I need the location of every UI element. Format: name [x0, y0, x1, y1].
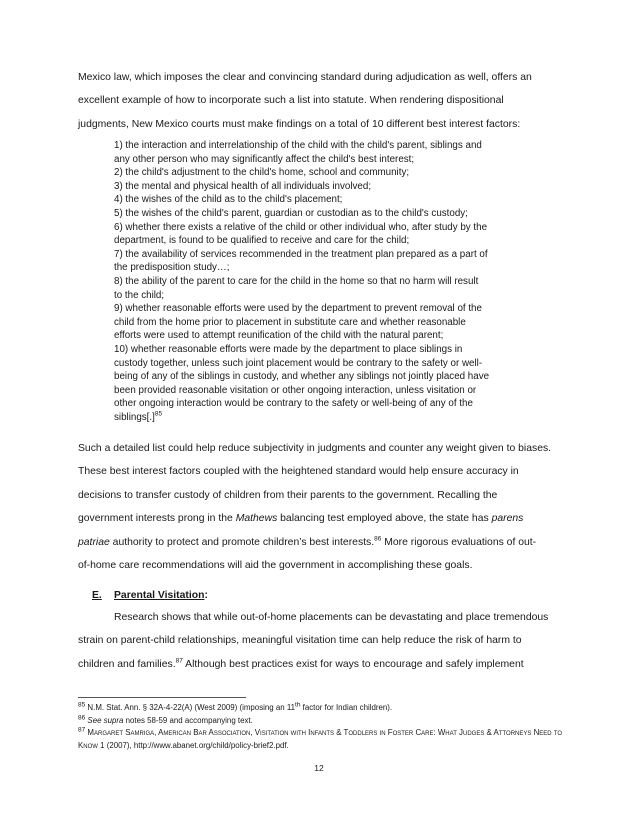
footnote-number: 86	[78, 713, 86, 721]
text-run: authority to protect and promote children’s best interests.	[109, 536, 375, 548]
page-number: 12	[314, 763, 324, 773]
text-line: excellent example of how to incorporate such a list into statute. When rendering dispositional	[78, 95, 504, 107]
footnote-text: factor for Indian children).	[300, 703, 393, 712]
footnotes	[78, 701, 563, 752]
footnote-87	[78, 726, 563, 740]
section-letter: E.	[92, 590, 102, 601]
footnote-86	[78, 715, 558, 728]
quote-line: child from the home prior to placement in substitute care and whether reasonable	[114, 316, 466, 328]
footnote-ref-86[interactable]: 86	[374, 535, 382, 543]
text-line: These best interest factors coupled with the heightened standard would help ensure accuracy in	[78, 466, 519, 478]
footnote-ref-87[interactable]: 87	[175, 657, 183, 665]
text-line: Mexico law, which imposes the clear and convincing standard during adjudication as well, offers an	[78, 72, 532, 83]
footnote-link-text[interactable]: 1 (2007), http://www.abanet.org/child/policy-brief2.pdf.	[97, 740, 289, 750]
paragraph-detailed-list	[78, 437, 562, 577]
quote-line: being of any of the siblings in custody, and whether any siblings not jointly placed have	[114, 371, 490, 383]
footnote-divider	[78, 697, 246, 698]
quote-last-text: siblings[.]	[114, 411, 155, 423]
text-line: Such a detailed list could help reduce subjectivity in judgments and counter any weight given to biases.	[78, 443, 552, 454]
quote-line: the predisposition study…;	[114, 262, 230, 274]
quote-line: 1) the interaction and interrelationship of the child with the child's parent, siblings and	[114, 140, 482, 151]
italic-term: parens	[491, 513, 524, 525]
text-run: government interests prong in the	[78, 513, 236, 525]
footnote-text: N.M. Stat. Ann. § 32A-4-22(A) (West 2009) (imposing an 11	[85, 703, 296, 712]
footnote-87-continued	[78, 740, 558, 753]
quote-line: 9) whether reasonable efforts were used by the department to prevent removal of the	[114, 303, 482, 315]
footnote-signal: See supra	[85, 715, 124, 725]
footnote-citation: Margaret Samriga, American Bar Association, Visitation with Infants & Toddlers in Foster Care: What Judges & Attorneys Need to	[85, 728, 563, 737]
quote-line: 3) the mental and physical health of all individuals involved;	[114, 180, 372, 192]
italic-case-name: Mathews	[235, 513, 278, 525]
quote-line: to the child;	[114, 289, 165, 301]
ordinal-suffix: th	[295, 701, 301, 709]
text-line: strain on parent-child relationships, meaningful visitation time can help reduce the risk of harm to	[78, 635, 522, 647]
text-line: judgments, New Mexico courts must make findings on a total of 10 different best interest factors:	[78, 118, 521, 130]
quote-line: 6) whether there exists a relative of the child or other individual who, after study by the	[114, 221, 488, 233]
text-line	[78, 507, 562, 530]
quote-line: custody together, unless such joint placement would be contrary to the safety or well-	[114, 357, 483, 369]
text-run: balancing test employed above, the state has	[277, 513, 492, 525]
italic-term: patriae	[78, 536, 110, 548]
quote-line: 7) the availability of services recommended in the treatment plan prepared as a part of	[114, 248, 488, 260]
text-run: children and families.	[78, 658, 176, 670]
footnote-number: 87	[78, 726, 86, 734]
quote-line: been provided reasonable visitation or other ongoing interaction, unless visitation or	[114, 384, 477, 396]
quote-line: 10) whether reasonable efforts were made by the department to place siblings in	[114, 343, 463, 355]
text-line	[78, 531, 562, 554]
section-title: Parental Visitation	[114, 590, 205, 601]
paragraph-research-visitation	[78, 606, 562, 676]
quote-line: 2) the child's adjustment to the child's home, school and community;	[114, 167, 410, 179]
quote-line: 8) the ability of the parent to care for the child in the home so that no harm will result	[114, 275, 479, 287]
quote-line: efforts were used to attempt reunification of the child with the natural parent;	[114, 330, 444, 342]
footnote-citation: Know	[78, 740, 98, 750]
quote-line: 5) the wishes of the child's parent, guardian or custodian as to the child's custody;	[114, 207, 468, 219]
text-line: Research shows that while out-of-home placements can be devastating and place tremendous	[114, 612, 549, 623]
block-quote-best-interest-factors	[114, 139, 524, 424]
quote-line: 4) the wishes of the child as to the child's placement;	[114, 194, 343, 206]
section-colon: :	[204, 590, 208, 601]
text-run: More rigorous evaluations of out-	[381, 536, 537, 548]
text-line	[78, 653, 562, 676]
text-line: decisions to transfer custody of children from their parents to the government. Recalling the	[78, 489, 498, 501]
quote-line	[114, 411, 524, 425]
footnote-number: 85	[78, 701, 86, 709]
quote-line: any other person who may significantly affect the child's best interest;	[114, 153, 415, 165]
paragraph-new-mexico-law	[78, 66, 562, 136]
quote-line: other ongoing interaction would be contrary to the safety or well-being of any of the	[114, 398, 473, 410]
footnote-ref-85[interactable]: 85	[154, 410, 163, 418]
section-heading-parental-visitation	[92, 590, 208, 601]
footnote-85	[78, 702, 558, 715]
quote-line: department, is found to be qualified to receive and care for the child;	[114, 235, 410, 247]
text-line: of-home care recommendations will aid the government in accomplishing these goals.	[78, 560, 473, 572]
footnote-text: notes 58-59 and accompanying text.	[123, 715, 253, 725]
text-run: Although best practices exist for ways to encourage and safely implement	[182, 658, 524, 670]
